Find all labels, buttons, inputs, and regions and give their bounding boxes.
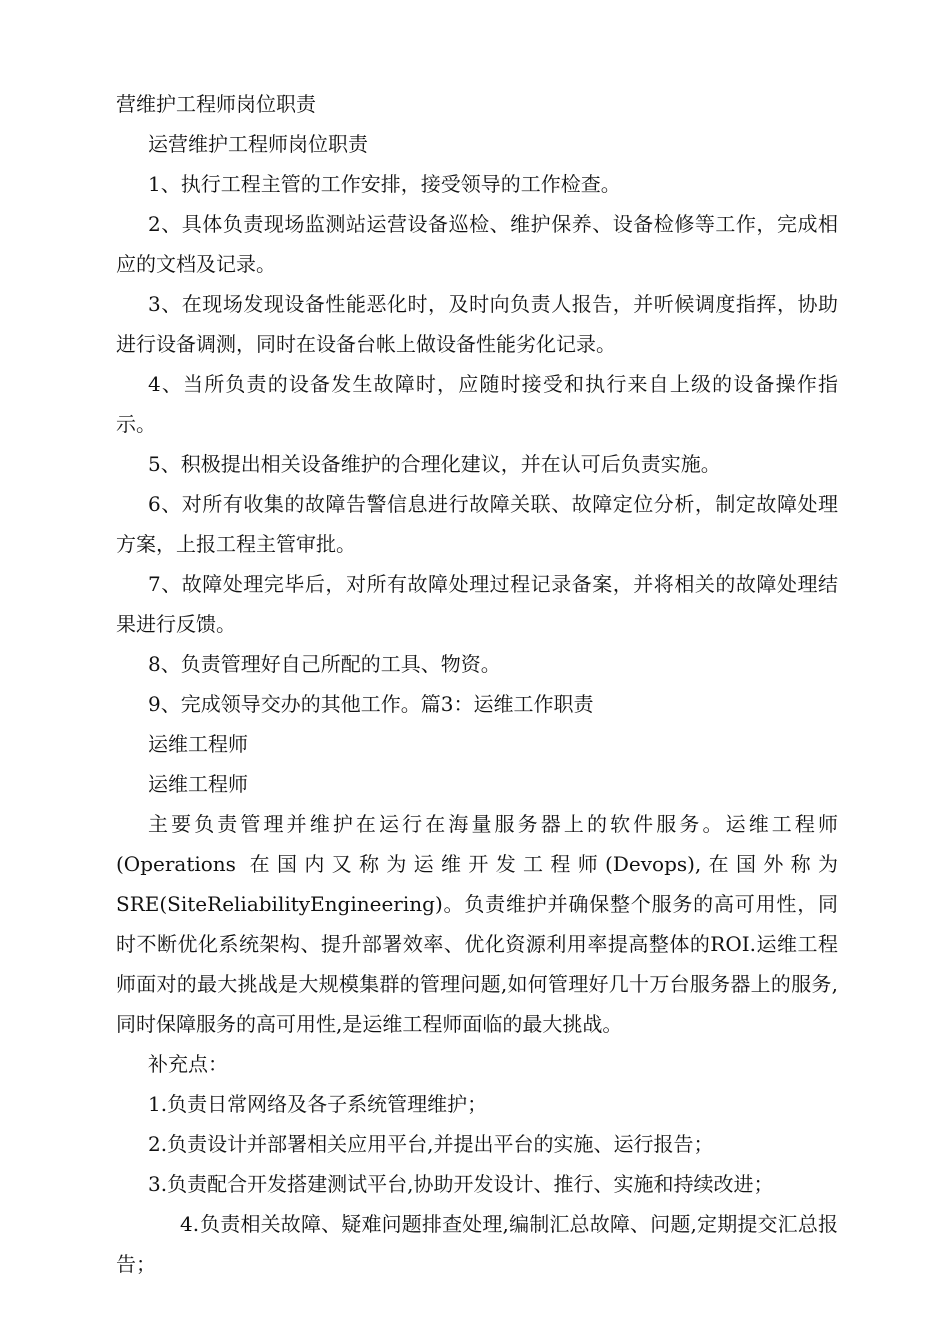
duty-item-9: 9、完成领导交办的其他工作。篇3：运维工作职责	[148, 692, 594, 716]
duty-item-6: 6、对所有收集的故障告警信息进行故障关联、故障定位分析，制定故障处理方案，上报工程主管审批。	[116, 492, 838, 556]
section-heading: 运营维护工程师岗位职责	[148, 132, 368, 156]
supplement-item-2: 2.负责设计并部署相关应用平台,并提出平台的实施、运行报告；	[148, 1132, 714, 1156]
supplement-item-4-number: 4.	[180, 1212, 200, 1236]
duty-item-1: 1、执行工程主管的工作安排，接受领导的工作检查。	[148, 172, 621, 196]
duty-item-2: 2、具体负责现场监测站运营设备巡检、维护保养、设备检修等工作，完成相应的文档及记录。	[116, 212, 838, 276]
role-heading-2: 运维工程师	[148, 772, 248, 796]
supplement-item-1: 1.负责日常网络及各子系统管理维护；	[148, 1092, 488, 1116]
duty-item-5: 5、积极提出相关设备维护的合理化建议，并在认可后负责实施。	[148, 452, 721, 476]
duty-item-4: 4、当所负责的设备发生故障时，应随时接受和执行来自上级的设备操作指示。	[116, 372, 838, 436]
duty-item-7: 7、故障处理完毕后，对所有故障处理过程记录备案，并将相关的故障处理结果进行反馈。	[116, 572, 838, 636]
supplement-heading: 补充点：	[148, 1052, 228, 1076]
supplement-item-3: 3.负责配合开发搭建测试平台,协助开发设计、推行、实施和持续改进；	[148, 1172, 774, 1196]
supplement-item-4	[116, 1204, 838, 1284]
supplement-item-4-text: 负责相关故障、疑难问题排查处理,编制汇总故障、问题,定期提交汇总报告；	[116, 1212, 838, 1276]
document-body	[116, 84, 838, 1284]
duty-item-8: 8、负责管理好自己所配的工具、物资。	[148, 652, 501, 676]
role-description: 主要负责管理并维护在运行在海量服务器上的软件服务。运维工程师(Operations 在国内又称为运维开发工程师(Devops),在国外称为SRE(SiteReliabilityEngineering)。负责维护并确保整个服务的高可用性，同时不断优化系统架构、提升部署效率、优化资源利用率提高整体的ROI.运维工程师面对的最大挑战是大规模集群的管理问题,如何管理好几十万台服务器上的服务,同时保障服务的高可用性,是运维工程师面临的最大挑战。	[116, 812, 838, 1036]
document-fragment-title: 营维护工程师岗位职责	[116, 92, 316, 116]
duty-item-3: 3、在现场发现设备性能恶化时，及时向负责人报告，并听候调度指挥，协助进行设备调测，同时在设备台帐上做设备性能劣化记录。	[116, 292, 838, 356]
role-heading-1: 运维工程师	[148, 732, 248, 756]
